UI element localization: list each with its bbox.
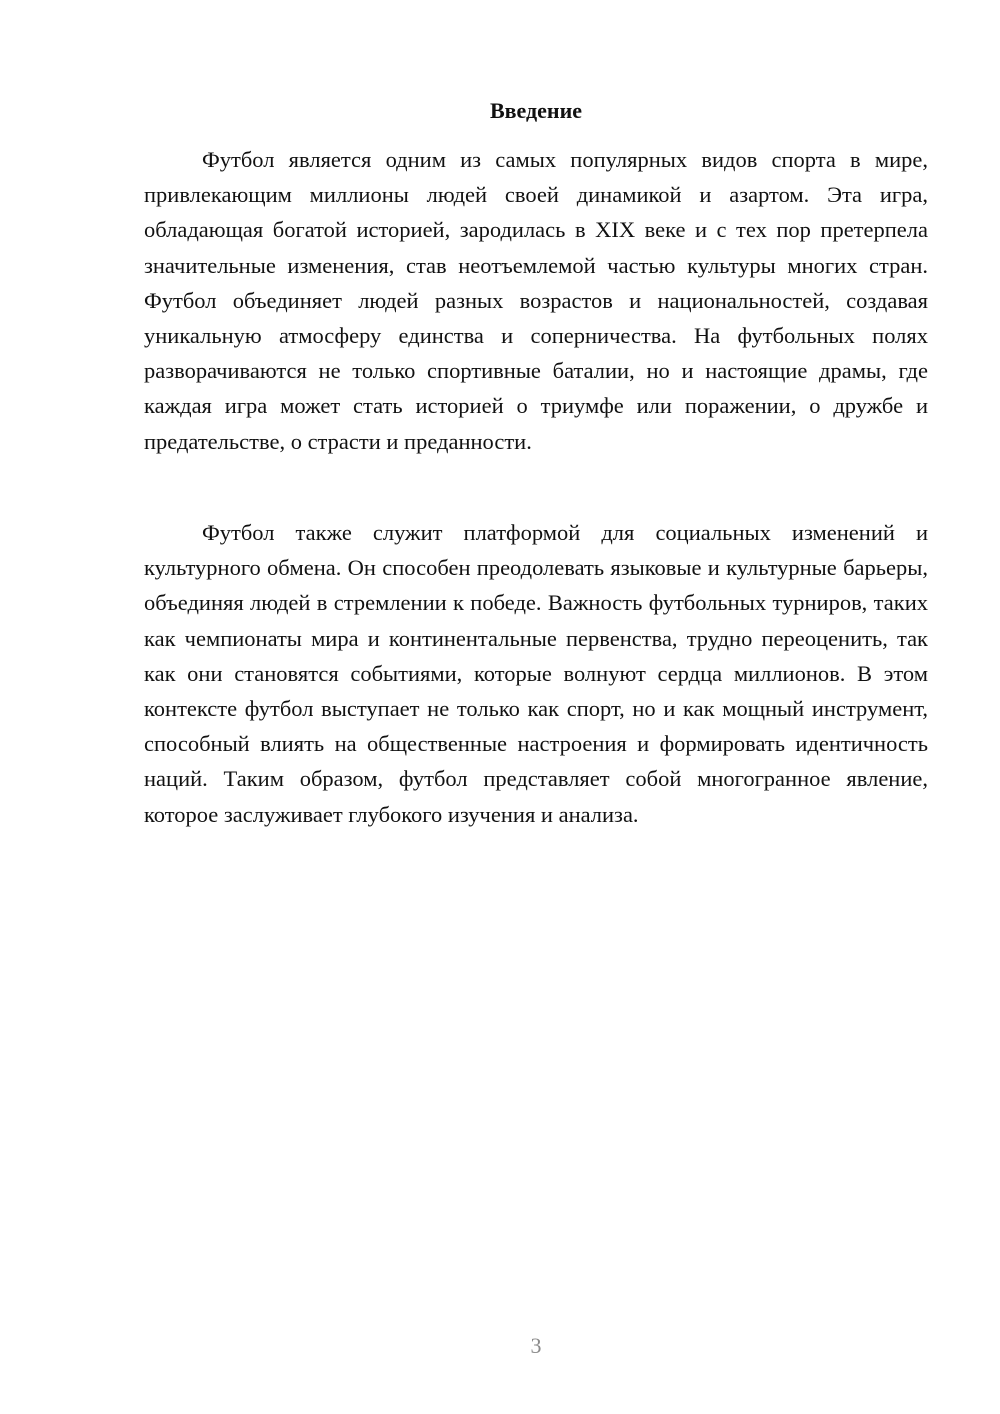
body-paragraph-2: Футбол также служит платформой для социальных изменений и культурного обмена. Он способен преодолевать языковые и культурные барьеры, объединяя людей в стремлении к победе. Важность футбольных турниров, таких как чемпионаты мира и континентальные первенства, трудно переоценить, так как они становятся событиями, которые волнуют сердца миллионов. В этом контексте футбол выступает не только как спорт, но и как мощный инструмент, способный влиять на общественные настроения и формировать идентичность наций. Таким образом, футбол представляет собой многогранное явление, которое заслуживает глубокого изучения и анализа. — [144, 520, 928, 827]
body-paragraph-1: Футбол является одним из самых популярных видов спорта в мире, привлекающим миллионы людей своей динамикой и азартом. Эта игра, обладающая богатой историей, зародилась в XIX веке и с тех пор претерпела значительные изменения, став неотъемлемой частью культуры многих стран. Футбол объединяет людей разных возрастов и национальностей, создавая уникальную атмосферу единства и соперничества. На футбольных полях разворачиваются не только спортивные баталии, но и настоящие драмы, где каждая игра может стать историей о триумфе или поражении, о дружбе и предательстве, о страсти и преданности. — [144, 147, 928, 454]
page-number: 3 — [530, 1333, 542, 1358]
section-heading: Введение — [489, 98, 583, 123]
